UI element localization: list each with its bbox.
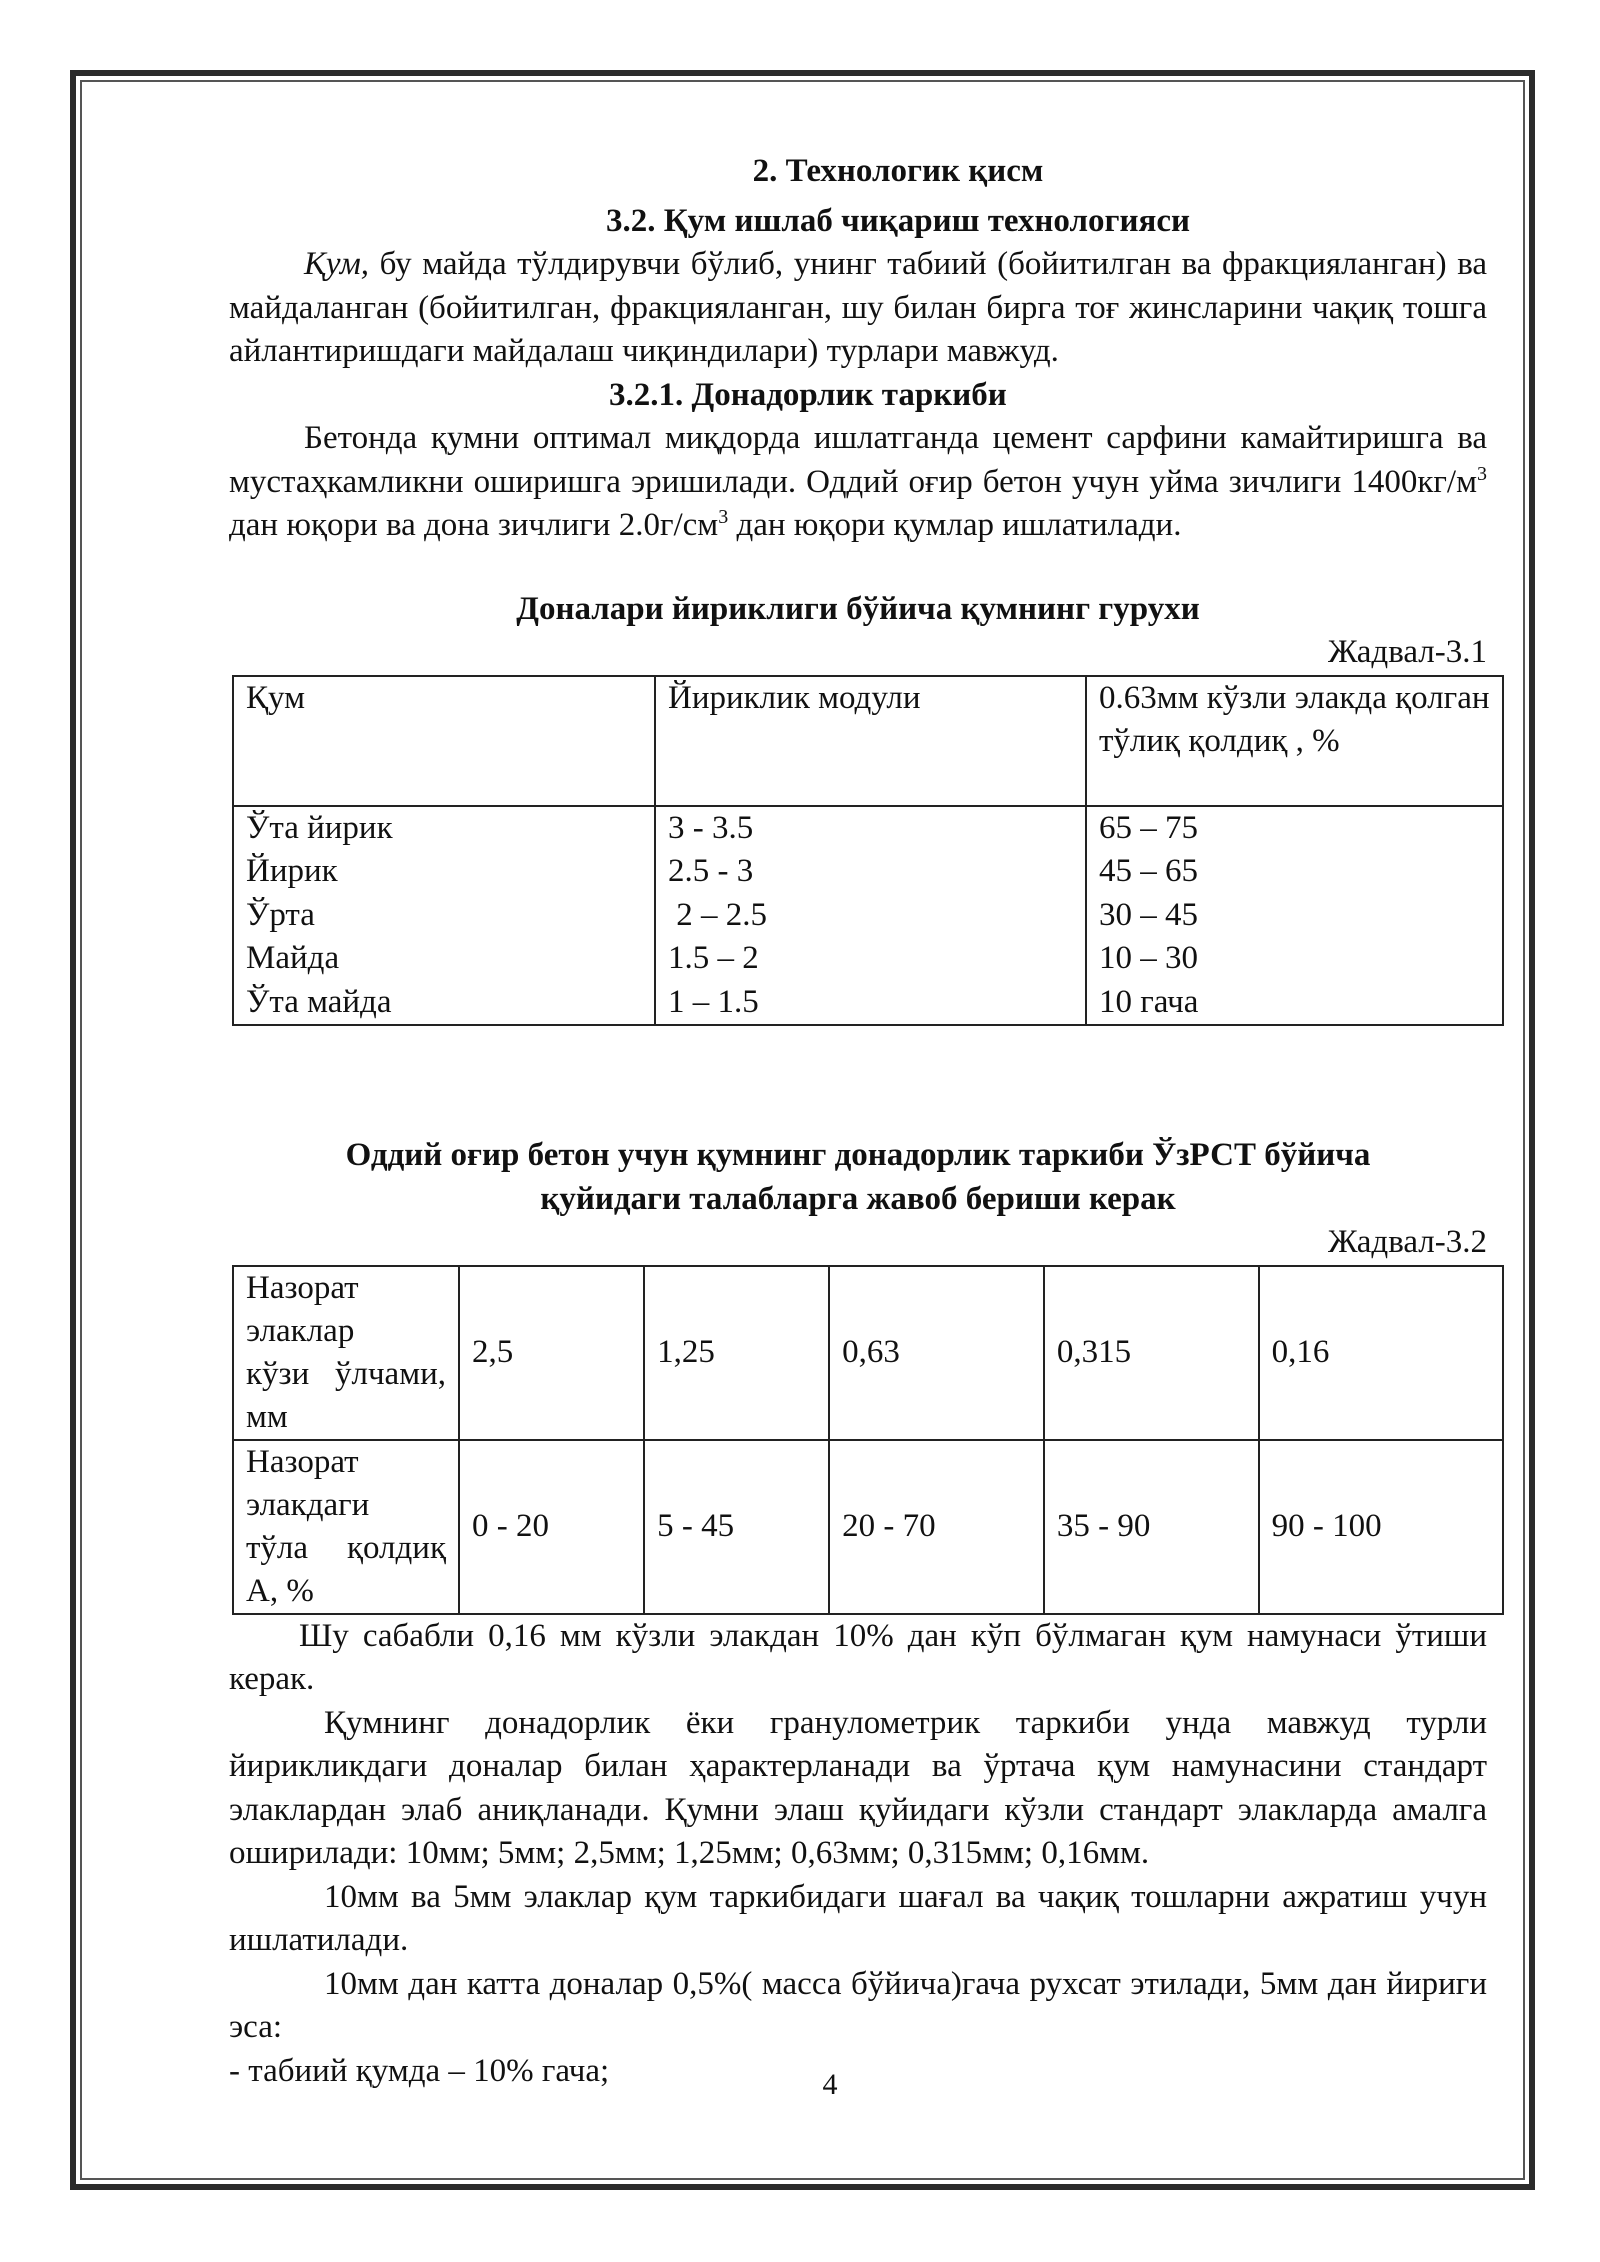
table-cell-text: 65 – 75	[1099, 809, 1198, 846]
table-cell-text: 10 – 30	[1099, 940, 1198, 976]
density-paragraph	[229, 417, 1487, 548]
table1-col2-cell	[655, 806, 1086, 1026]
table2-cell: 1,25	[644, 1266, 829, 1440]
density-text-a: Бетонда қумни оптимал миқдорда ишлатганда цемент сарфини камайтиришга ва мустаҳкамликни оширишга эришилади. Оддий оғир бетон учун уйма зичлиги 1400кг/м	[229, 420, 1487, 500]
table1-header-row	[233, 676, 1503, 806]
table-cell-text: 2.5 - 3	[668, 853, 754, 889]
table2-cell: 90 - 100	[1259, 1440, 1503, 1614]
intro-italic-term: Қум,	[304, 246, 370, 282]
table2-cell: 35 - 90	[1044, 1440, 1259, 1614]
sieve-paragraph: Шу сабабли 0,16 мм кўзли элакдан 10% дан кўп бўлмаган қум намунаси ўтиши керак.	[229, 1617, 1487, 1697]
list-item: - табиий қумда – 10% гача;	[229, 2052, 610, 2089]
superscript-1: 3	[1477, 462, 1487, 485]
table-cell-text: Ўта майда	[246, 983, 392, 1020]
table1-header-cell: Йириклик модули	[655, 676, 1086, 806]
page-number: 4	[822, 2068, 838, 2101]
table-cell-text: 45 – 65	[1099, 853, 1198, 889]
table2-label-line: Назорат элаклар	[246, 1269, 359, 1349]
grain-composition-table	[232, 1265, 1504, 1615]
table2-label-line: тўла қолдиқ А, %	[246, 1529, 446, 1609]
table1-caption: Доналари йириклиги бўйича қумнинг гурухи	[516, 590, 1200, 627]
table2-row-label	[233, 1440, 459, 1614]
table1-label: Жадвал-3.1	[1328, 634, 1487, 670]
density-text-c: дан юқори қумлар ишлатилади.	[728, 507, 1182, 543]
table2-row-label	[233, 1266, 459, 1440]
table-cell-text: 10 гача	[1099, 983, 1199, 1020]
table2-cell: 5 - 45	[644, 1440, 829, 1614]
table2-cell: 0 - 20	[459, 1440, 644, 1614]
table2-cell: 0,315	[1044, 1266, 1259, 1440]
table2-cell: 0,16	[1259, 1266, 1503, 1440]
intro-paragraph	[229, 243, 1487, 374]
table2-caption-line2: қуйидаги талабларга жавоб бериши керак	[540, 1180, 1176, 1217]
density-text-b: дан юқори ва дона зичлиги 2.0г/см	[229, 507, 719, 543]
sand-groups-table	[232, 675, 1504, 1027]
table2-caption-line1: Оддий оғир бетон учун қумнинг донадорлик таркиби ЎзРСТ бўйича	[345, 1137, 1371, 1173]
subsubsection-title: 3.2.1. Донадорлик таркиби	[609, 376, 1007, 413]
table-cell-text: Йирик	[246, 853, 338, 889]
allowance-paragraph: 10мм дан катта доналар 0,5%( масса бўйича)гача рухсат этилади, 5мм дан йириги эса:	[229, 1965, 1487, 2045]
table-cell-text: 3 - 3.5	[668, 809, 754, 846]
table-cell-text: Ўрта	[246, 896, 315, 933]
table2-row-residue	[233, 1440, 1503, 1614]
subsection-title: 3.2. Қум ишлаб чиқариш технологияси	[605, 202, 1191, 239]
table2-row-sieve-size	[233, 1266, 1503, 1440]
table-cell-text: Ўта йирик	[246, 809, 393, 846]
gravel-paragraph: 10мм ва 5мм элаклар қум таркибидаги шағал ва чақиқ тошларни ажратиш учун ишлатилади.	[229, 1878, 1487, 1958]
table-cell-text: 30 – 45	[1099, 896, 1198, 933]
table1-col1-cell	[233, 806, 655, 1026]
table1-header-cell: Қум	[233, 676, 655, 806]
table1-header-cell: 0.63мм кўзли элакда қолган тўлиқ қолдиқ , %	[1086, 676, 1503, 806]
table-cell-text: Майда	[246, 940, 340, 976]
table2-label-line: кўзи ўлчами, мм	[246, 1355, 446, 1435]
intro-text: бу майда тўлдирувчи бўлиб, унинг табиий (бойитилган ва фракцияланган) ва майдаланган (бойитилган, фракцияланган, шу билан бирга тоғ жинсларини чақиқ тошга айлантиришдаги майдалаш чиқиндилари) турлари мавжуд.	[229, 246, 1487, 369]
table2-label-line: Назорат элакдаги	[246, 1443, 370, 1523]
table2-cell: 20 - 70	[829, 1440, 1044, 1614]
table-cell-text: 1.5 – 2	[668, 940, 759, 976]
section-title: 2. Технологик қисм	[752, 153, 1044, 189]
table-cell-text: 2 – 2.5	[668, 896, 767, 933]
table2-cell: 0,63	[829, 1266, 1044, 1440]
document-body	[229, 150, 1490, 2093]
table2-cell: 2,5	[459, 1266, 644, 1440]
table1-col3-cell	[1086, 806, 1503, 1026]
superscript-2: 3	[718, 506, 729, 528]
table1-body-row	[233, 806, 1503, 1026]
table2-label: Жадвал-3.2	[1328, 1224, 1487, 1260]
table-cell-text: 1 – 1.5	[668, 983, 759, 1020]
granulometry-paragraph: Қумнинг донадорлик ёки гранулометрик таркиби унда мавжуд турли йирикликдаги доналар билан ҳарактерланади ва ўртача қум намунасини стандарт элаклардан элаб аниқланади. Қумни элаш қуйидаги кўзли стандарт элакларда амалга оширилади: 10мм; 5мм; 2,5мм; 1,25мм; 0,63мм; 0,315мм; 0,16мм.	[229, 1704, 1487, 1871]
